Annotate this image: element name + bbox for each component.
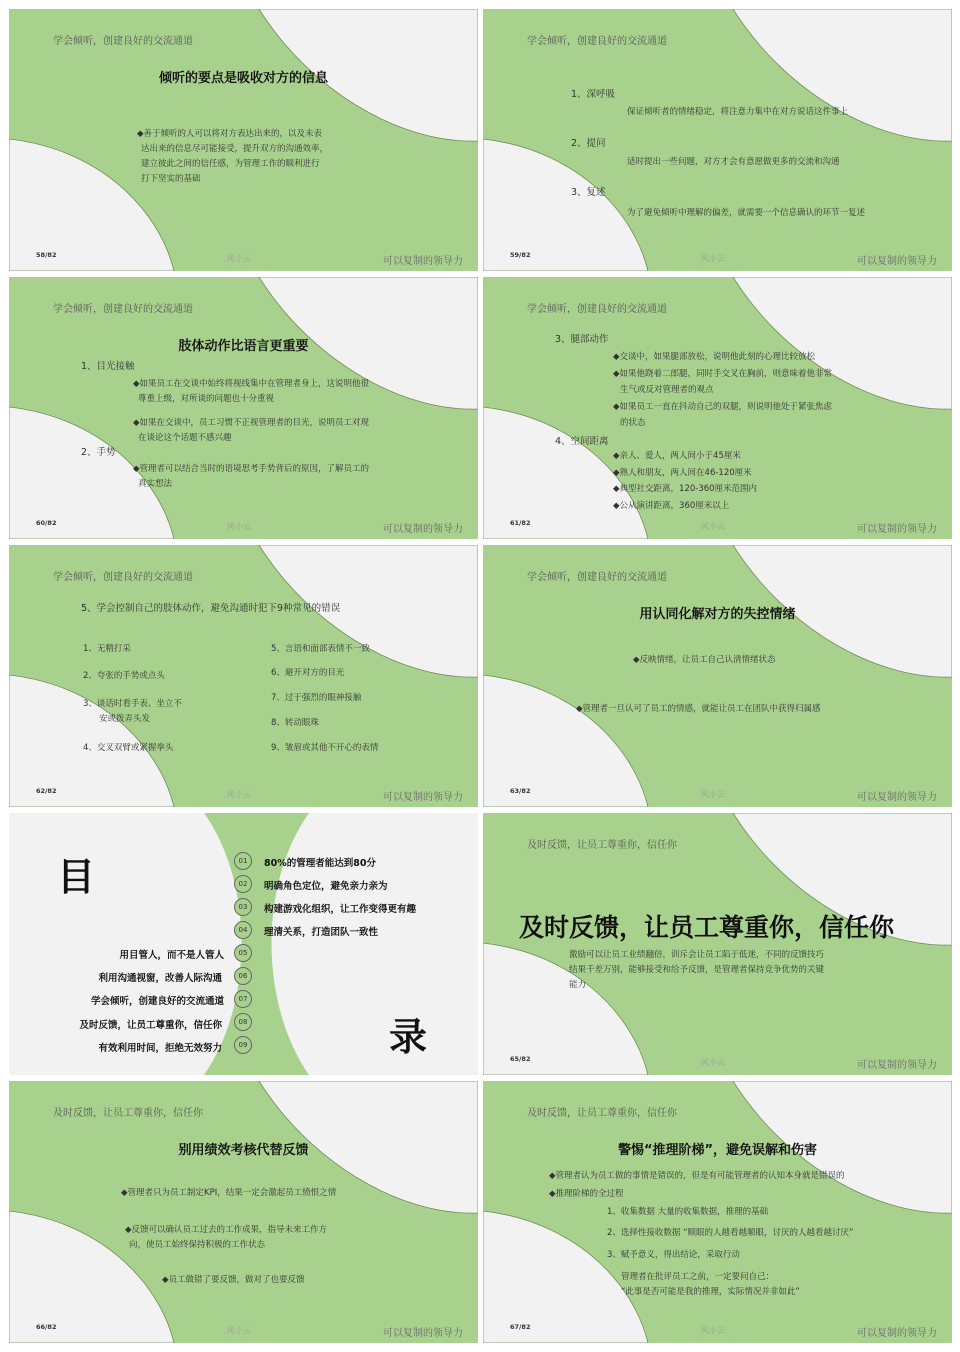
toc-number-badge: 09: [234, 1036, 252, 1054]
slide-62[interactable]: [9, 545, 478, 807]
body-paragraph: ◆善于倾听的人可以将对方表达出来的，以及未表 达出来的信息尽可能接受，提升双方的沟通效率， 建立彼此之间的信任感，为管理工作的顺利进行 打下坚实的基础: [137, 129, 329, 184]
slide-subtitle: 学会倾听，创建良好的交流通道: [527, 304, 667, 315]
step-item: 3、赋予意义，得出结论，采取行动: [607, 1250, 740, 1260]
list-item: 1、无精打采: [83, 644, 131, 654]
bullet-list: ◆交谈中，如果腿部放松，说明他此刻的心理比较放松 ◆如果他跷着二郎腿，同时手交叉在胸前，则意味着他非常 生气或反对管理者的观点 ◆如果员工一直在抖动自己的双腿，则说明他处于紧张焦虑 的状态: [613, 352, 833, 428]
toc-number-badge: 07: [234, 990, 252, 1008]
toc-item[interactable]: 学会倾听，创建良好的交流通道: [90, 996, 224, 1007]
page-number: 59/82: [510, 251, 531, 259]
slide-65[interactable]: [483, 813, 952, 1075]
headline: 及时反馈，让员工尊重你，信任你: [519, 913, 895, 942]
bullet-item: ◆员工做错了要反馈，做对了也要反馈: [162, 1275, 305, 1285]
slide-background: [9, 1081, 478, 1343]
brand-logo: 风小云: [701, 1058, 725, 1067]
footer-text: 可以复制的领导力: [383, 256, 463, 267]
point-heading: 3、复述: [571, 187, 606, 198]
bullet-item: ◆反馈可以确认员工过去的工作成果，指导未来工作方 向，使员工始终保持积极的工作状态: [125, 1225, 328, 1250]
slide-background: [9, 545, 478, 807]
toc-item[interactable]: 及时反馈，让员工尊重你，信任你: [79, 1020, 222, 1031]
slide-title: 用认同化解对方的失控情绪: [639, 607, 796, 622]
toc-item[interactable]: 理清关系，打造团队一致性: [264, 927, 379, 938]
bullet-item: ◆推理阶梯的全过程: [549, 1189, 624, 1199]
bullet-item: ◆管理者只为员工制定KPI，结果一定会激起员工愤恨之情: [121, 1188, 337, 1198]
brand-logo: 风小云: [227, 1326, 251, 1335]
toc-char-lu: 录: [389, 1015, 428, 1059]
footer-text: 可以复制的领导力: [857, 1328, 937, 1339]
slide-58[interactable]: [9, 9, 478, 271]
slide-title: 警惕“推理阶梯”，避免误解和伤害: [617, 1143, 818, 1158]
brand-logo: 风小云: [701, 254, 725, 263]
slide-subtitle: 及时反馈，让员工尊重你，信任你: [527, 840, 677, 851]
toc-number-badge: 02: [234, 875, 252, 893]
slide-60[interactable]: [9, 277, 478, 539]
list-item: 8、转动眼珠: [271, 718, 319, 728]
bullet-item: ◆如果在交谈中，员工习惯不正视管理者的目光，说明员工对现 在谈论这个话题不感兴趣: [133, 418, 370, 443]
point-heading: 1、目光接触: [81, 361, 135, 372]
footer-text: 可以复制的领导力: [383, 524, 463, 535]
point-heading: 2、手势: [81, 447, 116, 458]
bullet-item: ◆管理者可以结合当时的语境思考手势背后的原因，了解员工的 真实想法: [133, 464, 370, 489]
slide-subtitle: 学会倾听，创建良好的交流通道: [53, 36, 193, 47]
slide-59[interactable]: [483, 9, 952, 271]
slide-title: 肢体动作比语言更重要: [178, 339, 309, 354]
point-desc: 为了避免倾听中理解的偏差，就需要一个信息确认的环节一复述: [627, 208, 866, 218]
brand-logo: 风小云: [701, 522, 725, 531]
toc-number-badge: 05: [234, 944, 252, 962]
list-item: 3、谈话时看手表、坐立不: [83, 699, 182, 709]
body-paragraph: 激励可以让员工业绩翻倍，训斥会让员工陷于低迷，不同的反馈技巧 结果千差万别，能够接受和给予反馈，是管理者保持竞争优势的关键 能力: [569, 950, 825, 990]
list-item: 4、交叉双臂或紧握拳头: [83, 743, 174, 753]
page-number: 67/82: [510, 1323, 531, 1331]
brand-logo: 风小云: [701, 790, 725, 799]
page-number: 63/82: [510, 787, 531, 795]
toc-number-badge: 06: [234, 967, 252, 985]
toc-slide[interactable]: [9, 813, 478, 1075]
slide-subtitle: 学会倾听，创建良好的交流通道: [527, 572, 667, 583]
brand-logo: 风小云: [227, 522, 251, 531]
step-item: 2、选择性接收数据 “顺眼的人越看越顺眼，讨厌的人越看越讨厌”: [607, 1228, 854, 1238]
list-item: 5、言语和面部表情不一致: [271, 644, 370, 654]
slide-subtitle: 及时反馈，让员工尊重你，信任你: [527, 1108, 677, 1119]
toc-number-badge: 04: [234, 921, 252, 939]
list-item: 7、过于强烈的眼神接触: [271, 693, 362, 703]
point-heading: 2、提问: [571, 138, 606, 149]
slide-background: [483, 813, 952, 1075]
toc-number-badge: 03: [234, 898, 252, 916]
footer-text: 可以复制的领导力: [857, 256, 937, 267]
toc-item[interactable]: 80%的管理者能达到80分: [264, 858, 376, 869]
point-heading: 3、腿部动作: [555, 334, 609, 345]
footer-text: 可以复制的领导力: [857, 524, 937, 535]
list-item: 6、避开对方的目光: [271, 668, 345, 678]
footer-text: 可以复制的领导力: [383, 792, 463, 803]
list-item: 2、夸张的手势或点头: [83, 671, 165, 681]
slide-61[interactable]: [483, 277, 952, 539]
slide-67[interactable]: [483, 1081, 952, 1343]
slide-background: [483, 545, 952, 807]
slide-63[interactable]: [483, 545, 952, 807]
toc-number-badge: 08: [234, 1013, 252, 1031]
slide-background: [483, 9, 952, 271]
slide-background: [9, 277, 478, 539]
section-heading: 5、学会控制自己的肢体动作，避免沟通时犯下9种常见的错误: [81, 603, 341, 614]
bullet-item: ◆管理者一旦认可了员工的情感，就能让员工在团队中获得归属感: [576, 704, 821, 714]
toc-char-mu: 目: [57, 855, 96, 899]
slide-title: 倾听的要点是吸收对方的信息: [158, 71, 328, 86]
page-number: 66/82: [36, 1323, 57, 1331]
toc-item[interactable]: 用目管人，而不是人管人: [119, 950, 224, 961]
slide-title: 别用绩效考核代替反馈: [178, 1143, 309, 1158]
page-number: 58/82: [36, 251, 57, 259]
step-item: 1、收集数据 大量的收集数据，推理的基础: [607, 1207, 769, 1217]
brand-logo: 风小云: [701, 1326, 725, 1335]
footer-text: 可以复制的领导力: [857, 792, 937, 803]
quote-line: 管理者在批评员工之前，一定要问自己：: [621, 1272, 775, 1282]
point-desc: 保证倾听者的情绪稳定，将注意力集中在对方说话这件事上: [627, 107, 849, 117]
toc-item[interactable]: 明确角色定位，避免亲力亲为: [264, 881, 388, 892]
list-item: 9、皱眉或其他不开心的表情: [271, 743, 379, 753]
point-heading: 1、深呼吸: [571, 89, 616, 100]
quote-line: “此事是否可能是我的推理，实际情况并非如此”: [621, 1287, 800, 1297]
slide-subtitle: 学会倾听，创建良好的交流通道: [53, 572, 193, 583]
slide-subtitle: 及时反馈，让员工尊重你，信任你: [53, 1108, 203, 1119]
brand-logo: 风小云: [227, 254, 251, 263]
toc-item[interactable]: 构建游戏化组织，让工作变得更有趣: [264, 904, 417, 915]
bullet-item: ◆管理者认为员工做的事情是错误的，但是有可能管理者的认知本身就是错误的: [549, 1171, 845, 1181]
slide-subtitle: 学会倾听，创建良好的交流通道: [527, 36, 667, 47]
footer-text: 可以复制的领导力: [857, 1060, 937, 1071]
brand-logo: 风小云: [227, 790, 251, 799]
toc-item[interactable]: 利用沟通视窗，改善人际沟通: [98, 973, 222, 984]
page-number: 62/82: [36, 787, 57, 795]
footer-text: 可以复制的领导力: [383, 1328, 463, 1339]
page-number: 65/82: [510, 1055, 531, 1063]
page-number: 60/82: [36, 519, 57, 527]
slide-66[interactable]: [9, 1081, 478, 1343]
page-number: 61/82: [510, 519, 531, 527]
bullet-list: ◆亲人、爱人，两人间小于45厘米 ◆熟人和朋友，两人间在46-120厘米 ◆典型社交距离，120-360厘米范围内 ◆公从演讲距离，360厘米以上: [613, 451, 758, 511]
slide-subtitle: 学会倾听，创建良好的交流通道: [53, 304, 193, 315]
toc-item[interactable]: 有效利用时间，拒绝无效努力: [98, 1043, 222, 1054]
list-item: 安或拨弄头发: [99, 714, 151, 724]
toc-number-badge: 01: [234, 852, 252, 870]
point-heading: 4、空间距离: [555, 436, 609, 447]
bullet-item: ◆如果员工在交谈中始终将视线集中在管理者身上，这说明他很 尊重上级，对所谈的问题也十分重视: [133, 379, 370, 404]
point-desc: 适时提出一些问题，对方才会有意愿做更多的交流和沟通: [627, 157, 840, 167]
bullet-item: ◆反映情绪，让员工自己认清情绪状态: [633, 655, 776, 665]
